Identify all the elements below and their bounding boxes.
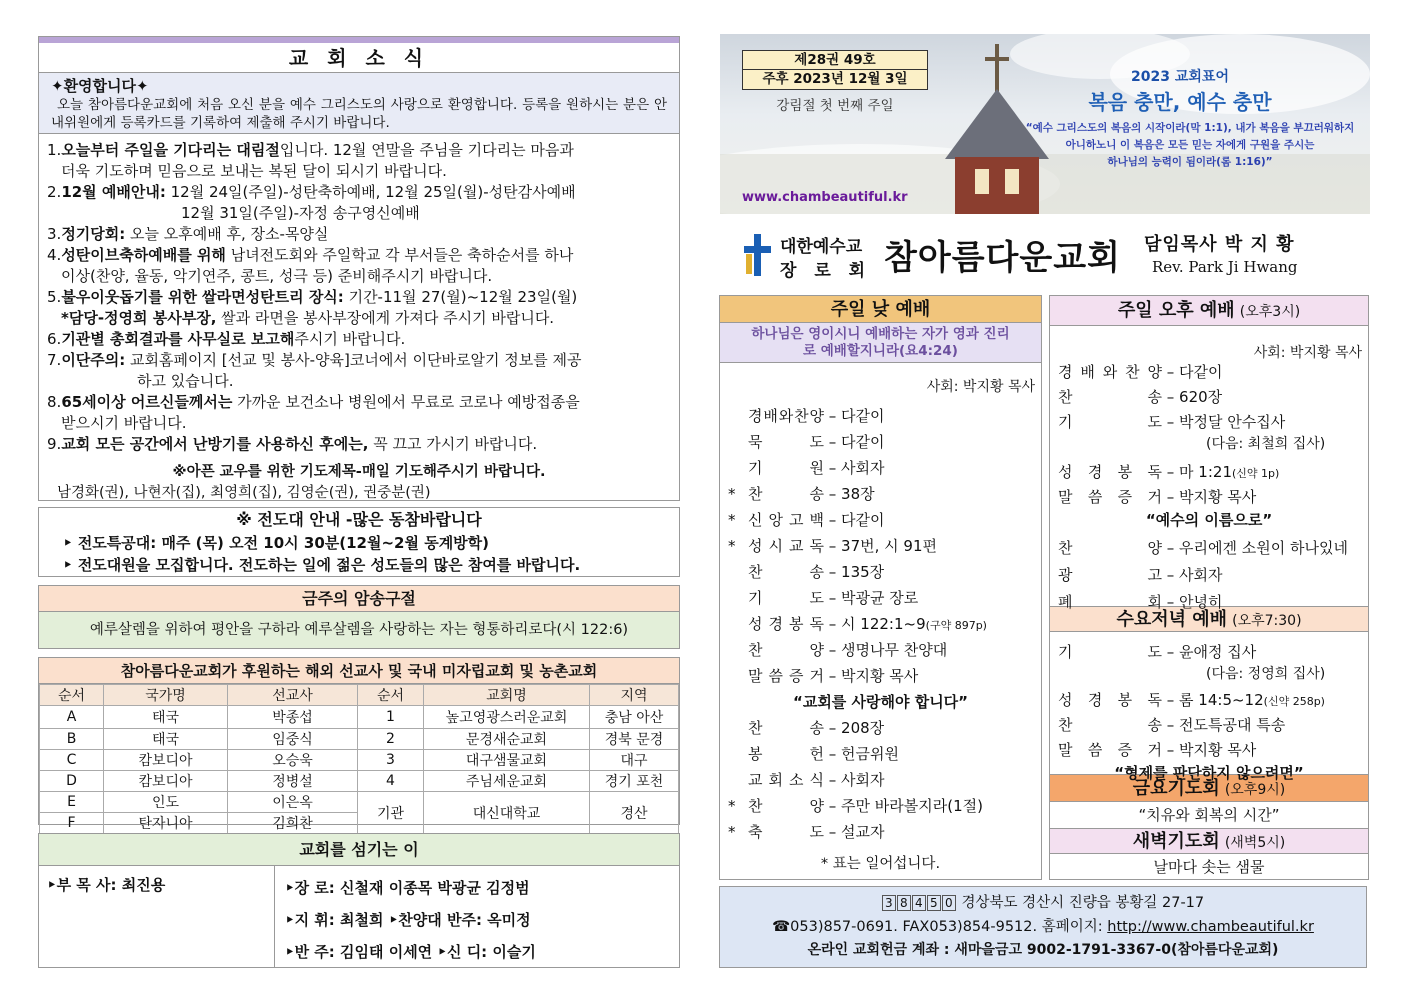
liturgical-sunday: 강림절 첫 번째 주일 (776, 98, 894, 114)
evangelism-title: ※ 전도대 안내 -많은 동참바랍니다 (236, 510, 482, 529)
worship-order-value: 37번, 시 91편 (841, 537, 937, 555)
worship-order-item: 기 도 – 박광균 장로 (748, 589, 919, 607)
news-item (47, 350, 671, 371)
news-item-text: 오늘 오후예배 후, 장소-목양실 (125, 225, 329, 243)
news-item (47, 392, 671, 413)
worship-order-value: 박정달 안수집사 (1179, 413, 1286, 431)
banner-url[interactable]: www.chambeautiful.kr (742, 190, 908, 205)
table-cell: 기관 (358, 792, 424, 834)
worship-order-label: 찬 양 (748, 797, 824, 815)
evangelism-item-2: ‣ 전도대원을 모집합니다. 전도하는 일에 젊은 성도들의 많은 참여를 바랍니다. (63, 556, 581, 574)
worship-order-item: 찬 송 – 208장 (748, 719, 885, 737)
worship-order-label: 말 씀 증 거 (748, 667, 824, 685)
worship-order-label: 봉 헌 (748, 745, 824, 763)
table-cell: 경산 (590, 792, 679, 834)
worship-order-value: 박광균 장로 (841, 589, 919, 607)
worship-order-item: 성 경 봉 독 – 롬 14:5~12(신약 258p) (1058, 691, 1325, 709)
news-item-text: 받으시기 바랍니다. (61, 414, 187, 432)
dawn-time: (새벽5시) (1224, 835, 1286, 851)
worship-order-item: 교 회 소 식 – 사회자 (748, 771, 885, 789)
table-cell: 경기 포천 (590, 771, 679, 792)
missions-title: 참아름다운교회가 후원하는 해외 선교사 및 국내 미자립교회 및 농촌교회 (39, 658, 679, 684)
worship-order-label: 찬 송 (748, 485, 824, 503)
worship-order-label: 찬 송 (748, 719, 824, 737)
news-item-highlight: 오늘부터 주일을 기다리는 대림절 (61, 141, 280, 159)
footer-phone: ☎053)857-0691. FAX053)854-9512. 홈페이지: (772, 919, 1108, 935)
church-news-title: 교 회 소 식 (39, 43, 679, 73)
worship-order-label: 찬 송 (748, 563, 824, 581)
worship-order-label: 찬 양 (1058, 539, 1162, 557)
sermon-title: “교회를 사랑해야 합니다” (792, 693, 969, 711)
staff-box (38, 833, 680, 968)
news-item-highlight: *담당-정영희 봉사부장, (61, 309, 217, 327)
wednesday-time: (오후7:30) (1232, 613, 1302, 629)
table-cell: E (40, 792, 104, 813)
news-item-text: 하고 있습니다. (137, 372, 234, 390)
standing-mark: * (728, 485, 736, 503)
worship-order-label: 성 경 봉 독 (748, 615, 824, 633)
denomination-1: 대한예수교 (780, 237, 863, 257)
dawn-title-text: 새벽기도회 (1132, 831, 1220, 852)
evangelism-item-2-text: 전도대원을 모집합니다. 전도하는 일에 젊은 성도들의 많은 참여를 바랍니다. (77, 556, 581, 574)
news-item-number: 1. (47, 141, 62, 159)
quote-line: “예수 그리스도의 복음의 시작이라(막 1:1), 내가 복음을 부끄러워하지 (1025, 122, 1355, 134)
news-item-text: 꼭 끄고 가시기 바랍니다. (368, 435, 538, 453)
worship-order-value: 헌금위원 (841, 745, 900, 763)
news-item-text: 주시기 바랍니다. (294, 330, 406, 348)
table-cell: 주님세운교회 (424, 771, 590, 792)
zip-code: 3 8 4 5 0 (882, 895, 957, 911)
worship-order-value: 다같이 (841, 511, 885, 529)
motto-label: 2023 교회표어 (1131, 69, 1229, 85)
afternoon-presider: 사회: 박지황 목사 (1253, 345, 1362, 361)
memory-verse-text: 예루살렘을 위하여 평안을 구하라 예루살렘을 사랑하는 자는 형통하리로다(시 122:6) (39, 612, 679, 648)
sunday-presider: 사회: 박지황 목사 (926, 379, 1035, 395)
table-cell: 경북 문경 (590, 729, 679, 750)
wednesday-title-text: 수요저녁 예배 (1116, 609, 1228, 630)
banner (720, 34, 1370, 214)
news-item-highlight: 불우이웃돕기를 위한 쌀라면성탄트리 장식: (61, 288, 344, 306)
table-cell: 캄보디아 (104, 750, 228, 771)
table-cell: 높고영광스러운교회 (424, 706, 590, 729)
standing-mark: * (728, 511, 736, 529)
memory-verse-box (38, 585, 680, 649)
news-item (47, 182, 671, 203)
table-cell: 탄자니아 (104, 813, 228, 834)
staff-title: 교회를 섬기는 이 (39, 834, 679, 866)
news-item-number: 5. (47, 288, 62, 306)
worship-order-value: 135장 (841, 563, 885, 581)
volume-number: 제28권 49호 (743, 51, 927, 70)
news-item-text: 교회홈페이지 [선교 및 봉사-양육]코너에서 이단바로알기 정보를 제공 (125, 351, 582, 369)
worship-order-item: * 축 도 – 설교자 (728, 823, 885, 841)
staff-accompanist: ‣반 주: 김임태 이세연 ‣신 디: 이슬기 (285, 943, 536, 961)
friday-theme: “치유와 회복의 시간” (1138, 806, 1280, 824)
news-item-text: 쌀과 라면을 봉사부장에게 가져다 주시기 바랍니다. (216, 309, 555, 327)
col-header: 선교사 (228, 685, 358, 706)
news-item-text: 가까운 보건소나 병원에서 무료로 코로나 예방접종을 (232, 393, 580, 411)
news-item-text: 12월 24일(주일)-성탄축하예배, 12월 25일(월)-성탄감사예배 (165, 183, 576, 201)
worship-order-item: 성 경 봉 독 – 마 1:21(신약 1p) (1058, 463, 1280, 481)
staff-elders: ‣장 로: 신철재 이종목 박광균 김정범 (285, 879, 530, 897)
news-item-number: 8. (47, 393, 62, 411)
worship-order-value: 208장 (841, 719, 885, 737)
table-row (40, 771, 679, 792)
news-item-highlight: 성탄이브축하예배를 위해 (61, 246, 226, 264)
evangelism-item-1-text: 전도특공대: 매주 (목) 오전 10시 30분(12월~2월 동계방학) (77, 534, 490, 552)
table-cell: 1 (358, 706, 424, 729)
senior-pastor-en: Rev. Park Ji Hwang (1152, 258, 1298, 276)
col-header: 순서 (40, 685, 104, 706)
worship-order-item: 묵 도 – 다같이 (748, 433, 885, 451)
worship-order-value: 사회자 (841, 459, 885, 477)
worship-order-value: 사회자 (1179, 566, 1223, 584)
news-item-text: 더욱 기도하며 믿음으로 보내는 복된 달이 되시기 바랍니다. (61, 162, 447, 180)
worship-order-item: 기 도 – 박정달 안수집사 (1058, 413, 1286, 431)
worship-order-item: 말 씀 증 거 – 박지황 목사 (1058, 488, 1257, 506)
worship-order-value: 다같이 (841, 407, 885, 425)
news-item-number: 7. (47, 351, 62, 369)
news-item (47, 140, 671, 161)
worship-order-value: 박지황 목사 (841, 667, 919, 685)
worship-order-item: 찬 송 – 135장 (748, 563, 885, 581)
sunday-worship-title: 주일 낮 예배 (720, 296, 1041, 323)
worship-order-label: 경 배 와 찬 양 (748, 407, 824, 425)
table-cell: 대구 (590, 750, 679, 771)
worship-order-label: 기 도 (748, 589, 824, 607)
evangelism-item-1: ‣ 전도특공대: 매주 (목) 오전 10시 30분(12월~2월 동계방학) (63, 534, 490, 552)
worship-order-value: 38장 (841, 485, 875, 503)
footer-address-line (720, 891, 1366, 912)
missions-table (39, 684, 679, 834)
worship-order-label: 폐 회 (1058, 593, 1162, 611)
worship-order-label: 축 도 (748, 823, 824, 841)
sunday-note: * 표는 일어섭니다. (820, 856, 941, 872)
footer-account: 온라인 교회헌금 계좌 : 새마을금고 9002-1791-3367-0(참아름다운교회) (807, 942, 1279, 958)
worship-order-value: 우리에겐 소원이 하나있네 (1179, 539, 1348, 557)
table-cell: 2 (358, 729, 424, 750)
cross-logo-icon (742, 232, 772, 278)
worship-order-item: 기 도 – 윤애정 집사 (1058, 643, 1257, 661)
news-item-text: 이상(찬양, 율동, 악기연주, 콩트, 성극 등) 준비해주시기 바랍니다. (61, 267, 493, 285)
issue-date: 주후 2023년 12월 3일 (762, 71, 908, 87)
worship-order-value: 설교자 (841, 823, 885, 841)
worship-order-value: 다같이 (841, 433, 885, 451)
table-cell: 대신대학교 (424, 792, 590, 834)
worship-order-item: 광 고 – 사회자 (1058, 566, 1223, 584)
table-cell: 충남 아산 (590, 706, 679, 729)
news-item (47, 308, 671, 329)
worship-order-item: 경 배 와 찬 양 – 다같이 (1058, 363, 1223, 381)
worship-order-label: 말 씀 증 거 (1058, 488, 1162, 506)
worship-order-label: 찬 송 (1058, 388, 1162, 406)
afternoon-time: (오후3시) (1239, 304, 1301, 320)
news-item-number: 6. (47, 330, 62, 348)
col-header: 지역 (590, 685, 679, 706)
worship-order-label: 경 배 와 찬 양 (1058, 363, 1162, 381)
afternoon-title-text: 주일 오후 예배 (1117, 300, 1235, 321)
worship-order-item: * 찬 양 – 주만 바라볼지라(1절) (728, 797, 983, 815)
worship-order-value: 박지황 목사 (1179, 741, 1257, 759)
table-cell: 4 (358, 771, 424, 792)
table-row (40, 792, 679, 813)
news-item (47, 161, 671, 182)
worship-order-item: 기 원 – 사회자 (748, 459, 885, 477)
table-cell: B (40, 729, 104, 750)
news-item (47, 371, 671, 392)
footer-box (719, 886, 1367, 968)
news-item-highlight: 정기당회: (61, 225, 126, 243)
col-header: 순서 (358, 685, 424, 706)
table-row (40, 729, 679, 750)
welcome-title: ✦환영합니다✦ (51, 77, 149, 95)
news-item-highlight: 이단주의: (61, 351, 126, 369)
col-header: 교회명 (424, 685, 590, 706)
table-cell: 대구샘물교회 (424, 750, 590, 771)
missions-box (38, 657, 680, 832)
worship-order-next: (다음: 최철희 집사) (1206, 436, 1326, 452)
worship-order-item: * 신 앙 고 백 – 다같이 (728, 511, 885, 529)
news-item-number: 4. (47, 246, 62, 264)
worship-order-value: 마 1:21 (1179, 463, 1232, 481)
worship-order-label: 성 경 봉 독 (1058, 691, 1162, 709)
footer-address: 경상북도 경산시 진량읍 봉황길 27-17 (956, 895, 1205, 911)
news-item-number: 2. (47, 183, 62, 201)
standing-mark: * (728, 797, 736, 815)
friday-time: (오후9시) (1224, 782, 1286, 798)
sermon-title: “예수의 이름으로” (1145, 511, 1273, 529)
standing-mark: * (728, 537, 736, 555)
friday-title-text: 금요기도회 (1132, 778, 1220, 799)
worship-order-value: 생명나무 찬양대 (841, 641, 948, 659)
table-cell: 3 (358, 750, 424, 771)
worship-order-label: 성 시 교 독 (748, 537, 824, 555)
worship-order-item: 봉 헌 – 헌금위원 (748, 745, 900, 763)
worship-order-value: 주만 바라볼지라(1절) (841, 797, 983, 815)
worship-order-value: 전도특공대 특송 (1179, 716, 1286, 734)
table-cell: D (40, 771, 104, 792)
news-item (47, 245, 671, 266)
table-row (40, 706, 679, 729)
worship-order-item: 폐 회 – 안녕히 (1058, 593, 1223, 611)
worship-order-value: 박지황 목사 (1179, 488, 1257, 506)
col-header: 국가명 (104, 685, 228, 706)
table-cell: 문경새순교회 (424, 729, 590, 750)
table-cell: 태국 (104, 706, 228, 729)
worship-order-note: (구약 897p) (925, 619, 987, 632)
dawn-title (1050, 828, 1368, 854)
worship-order-value: 안녕히 (1179, 593, 1223, 611)
news-item (47, 287, 671, 308)
worship-order-item: 찬 양 – 우리에겐 소원이 하나있네 (1058, 539, 1348, 557)
news-item-highlight: 65세이상 어르신들께서는 (61, 393, 233, 411)
worship-order-label: 찬 송 (1058, 716, 1162, 734)
church-news-box (38, 36, 680, 501)
table-cell: 이은옥 (228, 792, 358, 813)
worship-order-label: 기 도 (1058, 643, 1162, 661)
homepage-link[interactable]: http://www.chambeautiful.kr (1107, 919, 1314, 935)
table-cell: 김희찬 (228, 813, 358, 834)
worship-order-note: (신약 1p) (1232, 467, 1280, 480)
afternoon-title (1050, 296, 1368, 326)
news-item (47, 224, 671, 245)
table-cell: C (40, 750, 104, 771)
worship-order-label: 기 원 (748, 459, 824, 477)
motto-quote (1020, 120, 1360, 171)
worship-order-label: 기 도 (1058, 413, 1162, 431)
worship-order-item: 찬 양 – 생명나무 찬양대 (748, 641, 948, 659)
worship-order-next: (다음: 정영희 집사) (1206, 666, 1326, 682)
church-name: 참아름다운교회 (884, 238, 1121, 278)
table-cell: 오승욱 (228, 750, 358, 771)
news-item-highlight: 12월 예배안내: (61, 183, 166, 201)
worship-order-label: 성 경 봉 독 (1058, 463, 1162, 481)
quote-line: 아니하노니 이 복음은 모든 믿는 자에게 구원을 주시는 (1065, 139, 1315, 151)
evangelism-box (38, 507, 680, 577)
worship-order-item: * 찬 송 – 38장 (728, 485, 875, 503)
worship-order-label: 묵 도 (748, 433, 824, 451)
sunday-worship-box (719, 295, 1042, 880)
table-cell: 인도 (104, 792, 228, 813)
news-item (47, 413, 671, 434)
afternoon-worship-box (1049, 295, 1369, 880)
worship-order-value: 사회자 (841, 771, 885, 789)
table-cell: A (40, 706, 104, 729)
church-header (720, 222, 1370, 286)
prayer-names: 남경화(권), 나현자(집), 최영희(집), 김영순(권), 권중분(권) (57, 485, 431, 501)
worship-order-label: 신 앙 고 백 (748, 511, 824, 529)
memory-verse-title: 금주의 암송구절 (39, 586, 679, 612)
dawn-theme: 날마다 솟는 샘물 (1153, 858, 1265, 876)
worship-order-item: 찬 송 – 전도특공대 특송 (1058, 716, 1286, 734)
table-cell: 박종섭 (228, 706, 358, 729)
quote-line: 하나님의 능력이 됨이라(롬 1:16)” (1107, 156, 1273, 168)
welcome-text: 오늘 참아름다운교회에 처음 오신 분을 예수 그리스도의 사랑으로 환영합니다. 등록을 원하시는 분은 안내위원에게 등록카드를 기록하여 제출해 주시기 바랍니다. (51, 97, 667, 131)
table-cell: 정병설 (228, 771, 358, 792)
standing-mark: * (728, 823, 736, 841)
worship-order-label: 말 씀 증 거 (1058, 741, 1162, 759)
table-row (40, 750, 679, 771)
worship-order-value: 롬 14:5~12 (1179, 691, 1264, 709)
worship-order-label: 교 회 소 식 (748, 771, 824, 789)
news-item-highlight: 교회 모든 공간에서 난방기를 사용하신 후에는, (61, 435, 369, 453)
table-cell: F (40, 813, 104, 834)
news-item-number: 9. (47, 435, 62, 453)
staff-left: ‣부 목 사: 최진용 (39, 866, 275, 967)
worship-order-value: 620장 (1179, 388, 1223, 406)
worship-order-item: * 성 시 교 독 – 37번, 시 91편 (728, 537, 937, 555)
table-cell: 임중식 (228, 729, 358, 750)
news-item-highlight: 기관별 총회결과를 사무실로 보고해 (61, 330, 295, 348)
worship-order-item: 말 씀 증 거 – 박지황 목사 (1058, 741, 1257, 759)
table-cell: 태국 (104, 729, 228, 750)
news-item-text: 12월 31일(주일)-자정 송구영신예배 (181, 204, 420, 222)
news-item (47, 329, 671, 350)
worship-order-label: 찬 양 (748, 641, 824, 659)
news-item-number: 3. (47, 225, 62, 243)
news-items (39, 134, 679, 455)
staff-conductor: ‣지 휘: 최철희 ‣찬양대 반주: 옥미정 (285, 911, 531, 929)
welcome-section (39, 73, 679, 134)
news-item (47, 434, 671, 455)
news-item-text: 기간-11월 27(월)~12월 23일(월) (343, 288, 578, 306)
sunday-worship-verse: 하나님은 영이시니 예배하는 자가 영과 진리로 예배할지니라(요4:24) (720, 323, 1041, 363)
prayer-title: ※아픈 교우를 위한 기도제목-매일 기도해주시기 바랍니다. (172, 464, 546, 480)
news-item-text: 남녀전도회와 주일학교 각 부서들은 축하순서를 하나 (225, 246, 574, 264)
sermon-title: “형제를 판단하지 않으려면” (1114, 764, 1304, 782)
worship-order-item: 말 씀 증 거 – 박지황 목사 (748, 667, 919, 685)
news-item-text: 입니다. 12월 연말을 주님을 기다리는 마음과 (279, 141, 574, 159)
worship-order-item: 찬 송 – 620장 (1058, 388, 1223, 406)
worship-order-item: 성 경 봉 독 – 시 122:1~9(구약 897p) (748, 615, 987, 633)
news-item (47, 203, 671, 224)
news-item (47, 266, 671, 287)
worship-order-note: (신약 258p) (1263, 695, 1325, 708)
worship-order-label: 광 고 (1058, 566, 1162, 584)
table-cell: 캄보디아 (104, 771, 228, 792)
worship-order-value: 윤애정 집사 (1179, 643, 1257, 661)
worship-order-value: 다같이 (1179, 363, 1223, 381)
church-motto: 복음 충만, 예수 충만 (1088, 90, 1272, 114)
worship-order-item: 경 배 와 찬 양 – 다같이 (748, 407, 885, 425)
denomination-2: 장 로 회 (780, 261, 872, 281)
senior-pastor: 담임목사 박 지 황 (1144, 234, 1295, 255)
worship-order-value: 시 122:1~9 (841, 615, 926, 633)
footer-contact-line (720, 915, 1366, 936)
